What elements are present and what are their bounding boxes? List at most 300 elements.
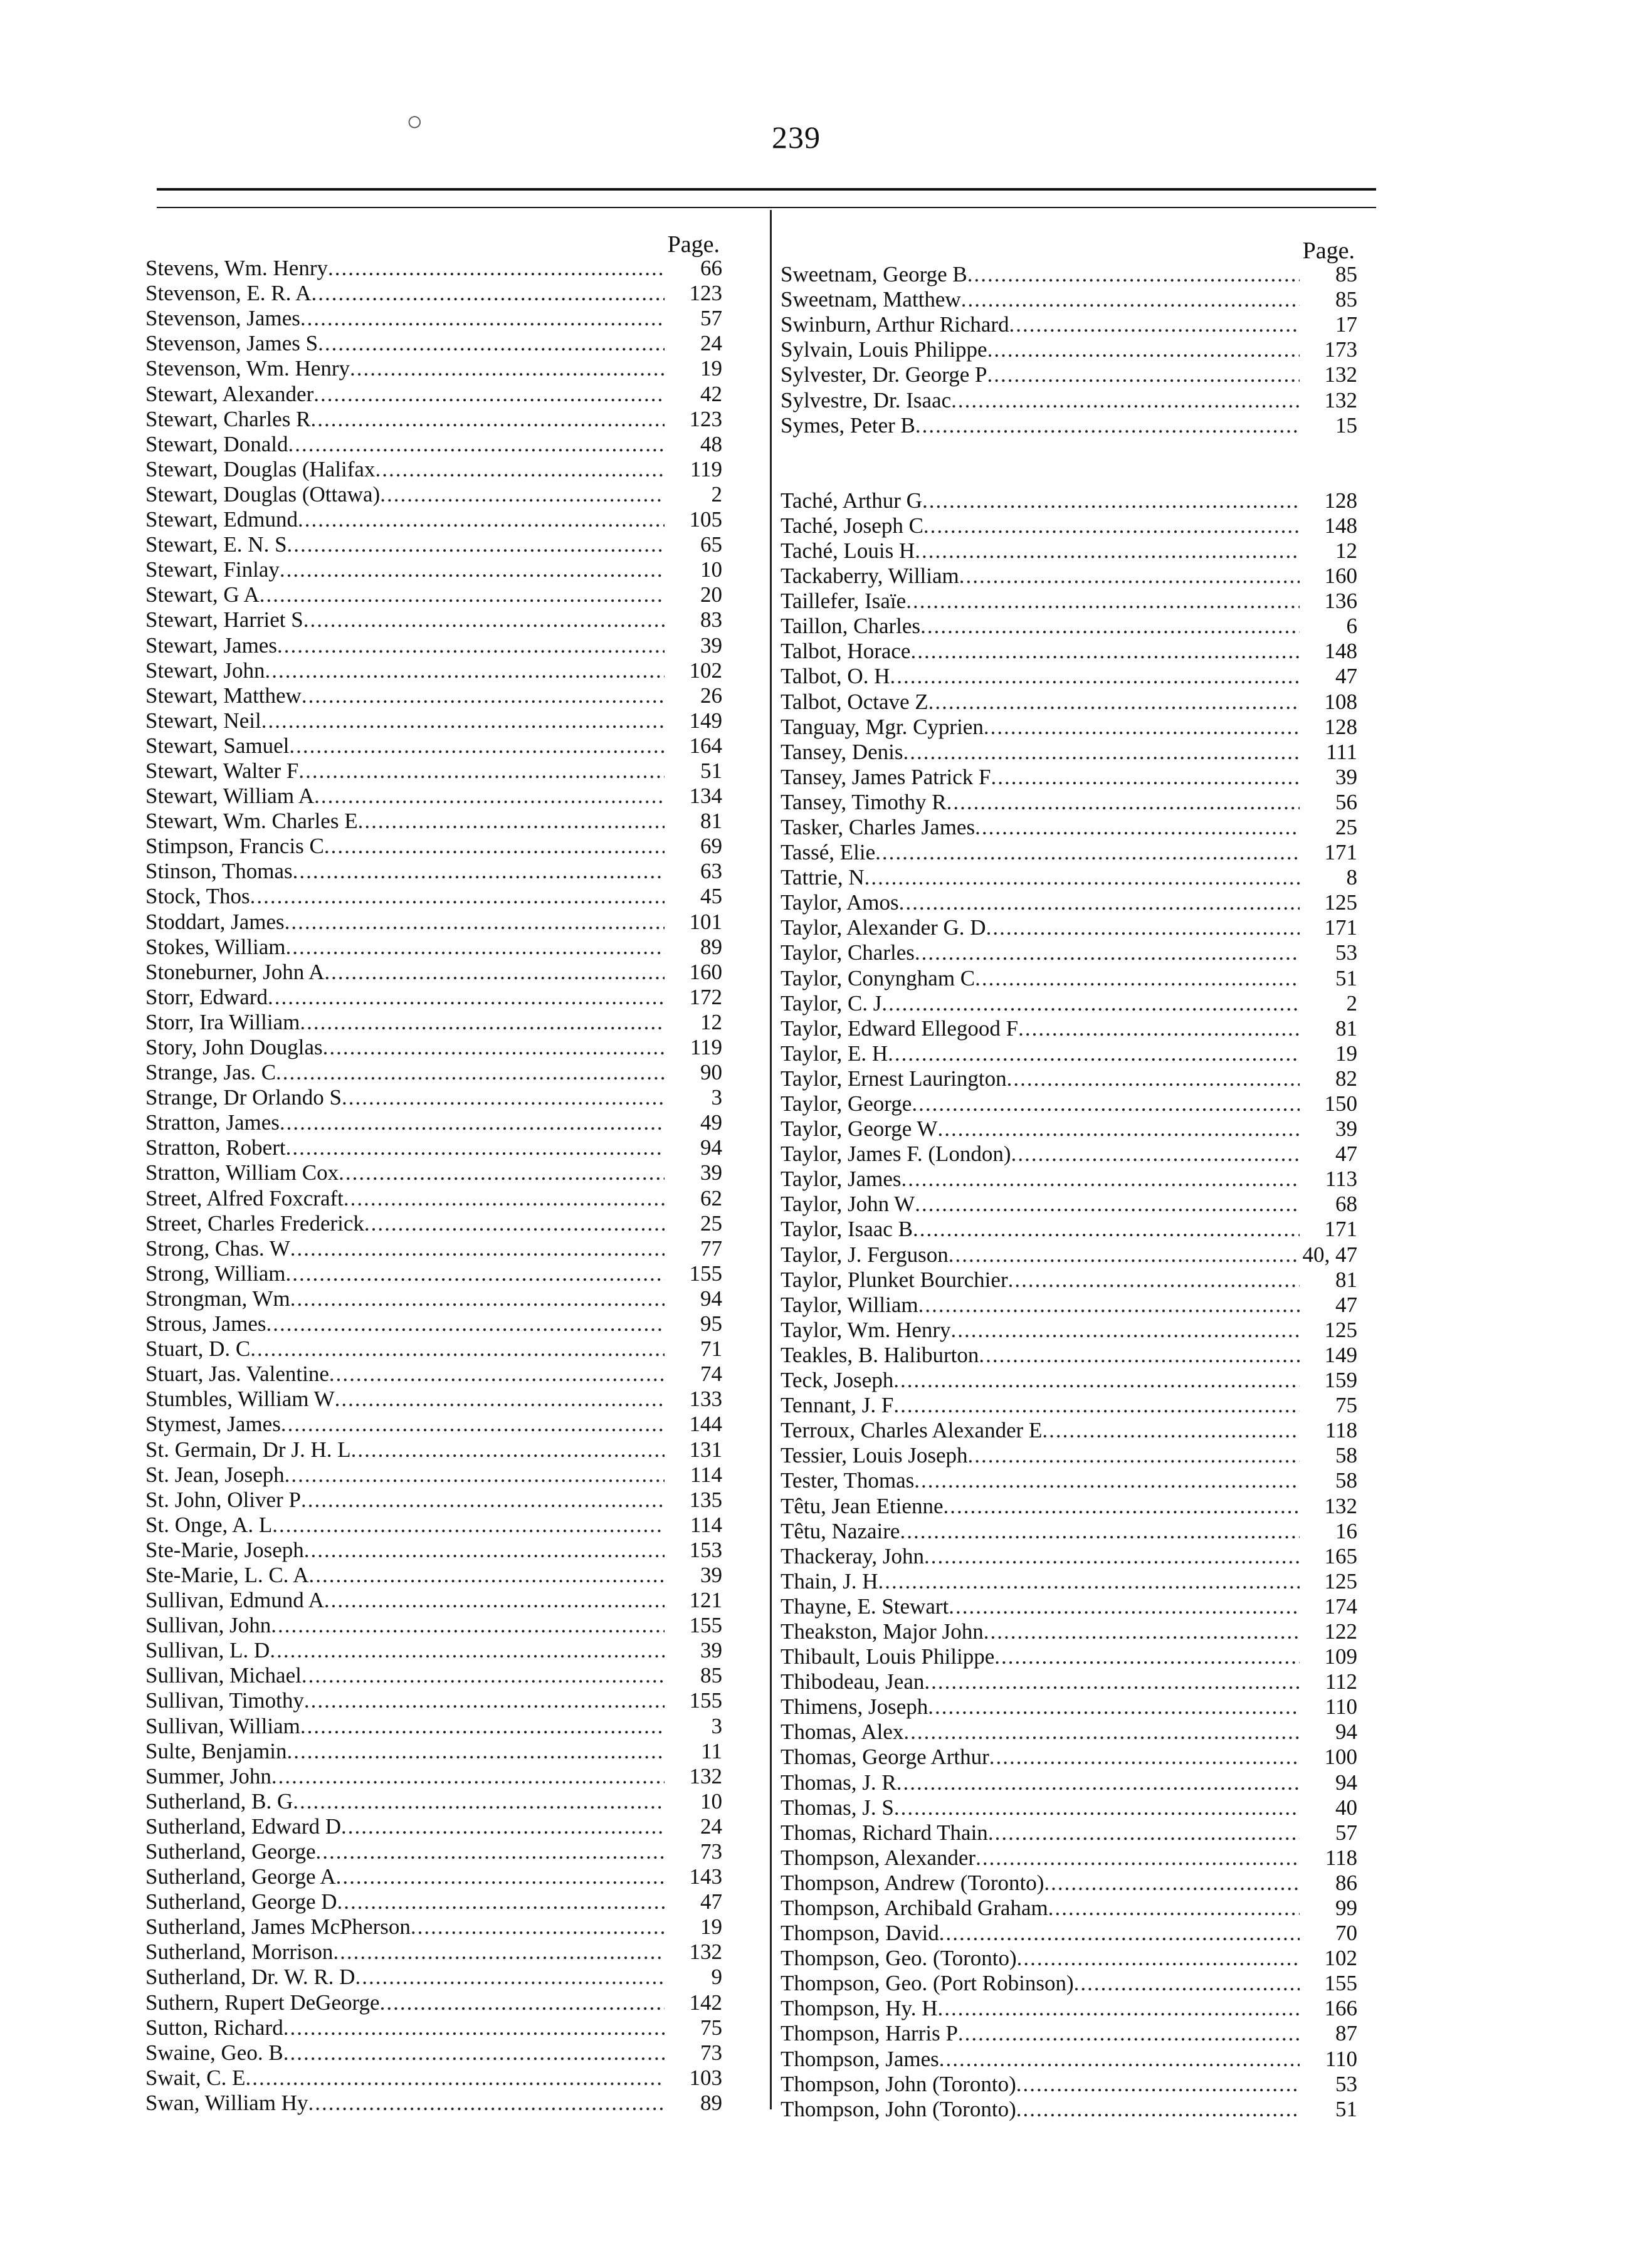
dot-leader bbox=[915, 1192, 1300, 1217]
entry-name: Swan, William Hy bbox=[145, 2090, 308, 2115]
entry-page-number: 136 bbox=[1324, 589, 1357, 614]
index-entry bbox=[781, 1719, 1357, 1745]
entry-page-number: 12 bbox=[1335, 538, 1357, 563]
index-entry bbox=[781, 2021, 1357, 2046]
entry-page-number: 68 bbox=[1335, 1192, 1357, 1217]
entry-name: Teakles, B. Haliburton bbox=[781, 1342, 979, 1367]
dot-leader bbox=[286, 1135, 665, 1160]
entry-page-number: 19 bbox=[700, 356, 722, 381]
entry-name: Taylor, William bbox=[781, 1292, 918, 1317]
dot-leader bbox=[290, 1236, 665, 1261]
entry-name: Sullivan, Edmund A bbox=[145, 1588, 324, 1613]
entry-name: Thomas, George Arthur bbox=[781, 1745, 989, 1770]
index-entry bbox=[145, 1688, 722, 1713]
dot-leader bbox=[915, 940, 1300, 965]
entry-page-number: 58 bbox=[1335, 1468, 1357, 1493]
dot-leader bbox=[313, 382, 665, 407]
dot-leader bbox=[308, 2091, 665, 2116]
entry-page-number: 113 bbox=[1325, 1167, 1357, 1192]
dot-leader bbox=[1008, 1268, 1300, 1293]
dot-leader bbox=[316, 1839, 665, 1864]
entry-name: Sutherland, Edward D bbox=[145, 1814, 342, 1839]
index-entry bbox=[145, 708, 722, 733]
index-entry bbox=[781, 740, 1357, 765]
index-entry bbox=[781, 1770, 1357, 1795]
entry-page-number: 171 bbox=[1324, 915, 1357, 940]
entry-name: Stewart, Harriet S bbox=[145, 607, 303, 633]
entry-name: St. John, Oliver P bbox=[145, 1487, 301, 1512]
index-entry bbox=[145, 1814, 722, 1839]
header-rule-thick bbox=[157, 188, 1376, 191]
index-entry bbox=[145, 909, 722, 934]
entry-page-number: 155 bbox=[1324, 1971, 1357, 1996]
index-entry bbox=[781, 337, 1357, 362]
dot-leader bbox=[280, 1110, 665, 1135]
entry-name: Taylor, Edward Ellegood F bbox=[781, 1016, 1019, 1041]
dot-leader bbox=[337, 1889, 665, 1914]
entry-page-number: 65 bbox=[700, 532, 722, 557]
entry-name: Sutherland, George A bbox=[145, 1864, 336, 1889]
entry-page-number: 108 bbox=[1324, 689, 1357, 714]
index-entry bbox=[781, 1896, 1357, 1921]
index-entry bbox=[145, 1362, 722, 1387]
index-entry bbox=[781, 1745, 1357, 1770]
entry-page-number: 173 bbox=[1324, 337, 1357, 362]
entry-name: Thomas, J. R bbox=[781, 1770, 897, 1795]
entry-name: Sutherland, George D bbox=[145, 1889, 337, 1914]
index-entry bbox=[145, 457, 722, 482]
entry-page-number: 85 bbox=[1335, 262, 1357, 287]
entry-name: Storr, Edward bbox=[145, 984, 268, 1009]
entry-name: Strongman, Wm bbox=[145, 1286, 290, 1311]
entry-page-number: 74 bbox=[700, 1362, 722, 1387]
index-entry bbox=[781, 1845, 1357, 1871]
entry-name: Stewart, William A bbox=[145, 784, 315, 809]
entry-page-number: 90 bbox=[700, 1060, 722, 1085]
entry-name: Stewart, G A bbox=[145, 582, 260, 607]
dot-leader bbox=[1016, 2097, 1300, 2122]
entry-name: Thompson, Archibald Graham bbox=[781, 1896, 1048, 1920]
dot-leader bbox=[289, 733, 665, 759]
dot-leader bbox=[336, 1864, 665, 1889]
dot-leader bbox=[923, 513, 1300, 538]
entry-page-number: 89 bbox=[700, 934, 722, 959]
entry-page-number: 101 bbox=[689, 909, 722, 934]
entry-name: Stewart, Donald bbox=[145, 431, 288, 456]
entry-name: Thompson, Hy. H bbox=[781, 1996, 938, 2021]
entry-page-number: 69 bbox=[700, 834, 722, 859]
index-entry bbox=[781, 1443, 1357, 1468]
index-entry bbox=[781, 715, 1357, 740]
dot-leader bbox=[915, 538, 1300, 564]
entry-name: Strous, James bbox=[145, 1311, 266, 1336]
dot-leader bbox=[903, 740, 1300, 765]
index-entry bbox=[145, 532, 722, 557]
dot-leader bbox=[918, 1293, 1300, 1318]
index-entry bbox=[145, 1513, 722, 1538]
entry-name: Stewart, John bbox=[145, 658, 265, 683]
entry-page-number: 8 bbox=[1346, 865, 1357, 890]
left-page-heading: Page. bbox=[667, 231, 720, 258]
index-entry bbox=[781, 362, 1357, 387]
entry-page-number: 77 bbox=[700, 1236, 722, 1261]
entry-page-number: 19 bbox=[1335, 1041, 1357, 1066]
entry-name: Taylor, George W bbox=[781, 1116, 938, 1142]
dot-leader bbox=[899, 890, 1300, 915]
index-entry bbox=[781, 513, 1357, 538]
entry-page-number: 6 bbox=[1346, 614, 1357, 639]
index-entry bbox=[781, 1393, 1357, 1418]
entry-page-number: 150 bbox=[1324, 1091, 1357, 1116]
index-entry bbox=[145, 1085, 722, 1110]
dot-leader bbox=[915, 413, 1300, 438]
dot-leader bbox=[328, 256, 665, 281]
dot-leader bbox=[1009, 312, 1300, 337]
index-entry bbox=[145, 1940, 722, 1965]
entry-page-number: 57 bbox=[1335, 1820, 1357, 1845]
entry-name: Stewart, Edmund bbox=[145, 507, 298, 532]
dot-leader bbox=[323, 1035, 665, 1060]
index-entry bbox=[145, 407, 722, 432]
index-entry bbox=[781, 1921, 1357, 1946]
dot-leader bbox=[875, 840, 1300, 865]
index-entry bbox=[781, 1820, 1357, 1845]
entry-name: Teck, Joseph bbox=[781, 1368, 894, 1393]
dot-leader bbox=[951, 388, 1300, 413]
index-entry bbox=[145, 1889, 722, 1914]
index-entry bbox=[781, 915, 1357, 940]
entry-name: Stewart, Douglas (Halifax bbox=[145, 456, 376, 481]
entry-name: Taylor, John W bbox=[781, 1192, 915, 1217]
entry-name: Swinburn, Arthur Richard bbox=[781, 312, 1009, 337]
entry-page-number: 45 bbox=[700, 884, 722, 909]
dot-leader bbox=[949, 1594, 1300, 1619]
entry-name: Tackaberry, William bbox=[781, 564, 959, 589]
entry-page-number: 119 bbox=[690, 456, 722, 481]
entry-name: Sutton, Richard bbox=[145, 2015, 283, 2040]
dot-leader bbox=[324, 960, 665, 985]
entry-name: Stewart, Matthew bbox=[145, 683, 302, 708]
entry-name: Sulte, Benjamin bbox=[145, 1738, 287, 1763]
entry-page-number: 85 bbox=[700, 1663, 722, 1688]
entry-name: Thomas, Alex bbox=[781, 1719, 904, 1745]
dot-leader bbox=[984, 715, 1300, 740]
index-entry bbox=[781, 1192, 1357, 1217]
index-entry bbox=[781, 1468, 1357, 1493]
entry-name: Thompson, John (Toronto) bbox=[781, 2071, 1016, 2096]
index-entry bbox=[145, 381, 722, 406]
dot-leader bbox=[281, 1412, 665, 1437]
entry-name: Stevenson, James S bbox=[145, 331, 318, 356]
index-entry bbox=[145, 1135, 722, 1160]
entry-page-number: 75 bbox=[1335, 1393, 1357, 1418]
ink-blot-mark: ○ bbox=[406, 106, 423, 137]
entry-page-number: 118 bbox=[1325, 1418, 1357, 1443]
index-entry bbox=[145, 1311, 722, 1336]
dot-leader bbox=[350, 356, 665, 381]
entry-name: Stoddart, James bbox=[145, 909, 285, 934]
entry-name: Stewart, E. N. S bbox=[145, 532, 287, 557]
index-entry bbox=[145, 1010, 722, 1035]
index-entry bbox=[145, 256, 722, 281]
dot-leader bbox=[878, 1569, 1300, 1594]
entry-page-number: 86 bbox=[1335, 1870, 1357, 1895]
index-entry bbox=[145, 960, 722, 985]
index-entry bbox=[781, 1066, 1357, 1091]
dot-leader bbox=[270, 1638, 665, 1663]
entry-page-number: 53 bbox=[1335, 2071, 1357, 2096]
entry-page-number: 42 bbox=[700, 381, 722, 406]
entry-page-number: 2 bbox=[1346, 990, 1357, 1016]
entry-name: Tassé, Elie bbox=[781, 840, 876, 865]
entry-name: Têtu, Jean Etienne bbox=[781, 1493, 944, 1518]
index-entry bbox=[145, 1336, 722, 1362]
entry-page-number: 174 bbox=[1324, 1593, 1357, 1619]
index-entry bbox=[145, 482, 722, 507]
entry-name: St. Jean, Joseph bbox=[145, 1462, 285, 1487]
entry-page-number: 12 bbox=[700, 1009, 722, 1034]
index-entry bbox=[145, 557, 722, 582]
index-entry bbox=[145, 1839, 722, 1864]
index-entry bbox=[781, 538, 1357, 564]
index-entry bbox=[145, 1914, 722, 1940]
entry-page-number: 10 bbox=[700, 557, 722, 582]
index-entry bbox=[781, 890, 1357, 915]
entry-page-number: 153 bbox=[689, 1537, 722, 1562]
entry-page-number: 144 bbox=[689, 1412, 722, 1437]
dot-leader bbox=[987, 337, 1300, 362]
entry-page-number: 47 bbox=[1335, 1142, 1357, 1167]
dot-leader bbox=[288, 432, 665, 457]
index-entry bbox=[145, 1613, 722, 1638]
dot-leader bbox=[914, 1468, 1300, 1493]
entry-page-number: 164 bbox=[689, 733, 722, 758]
entry-name: Stinson, Thomas bbox=[145, 859, 293, 884]
entry-page-number: 110 bbox=[1325, 2046, 1357, 2071]
entry-page-number: 135 bbox=[689, 1487, 722, 1512]
dot-leader bbox=[924, 1544, 1300, 1569]
dot-leader bbox=[271, 1613, 665, 1638]
index-entry bbox=[145, 2066, 722, 2091]
entry-page-number: 70 bbox=[1335, 1921, 1357, 1946]
dot-leader bbox=[303, 607, 665, 633]
entry-page-number: 10 bbox=[700, 1788, 722, 1814]
entry-page-number: 123 bbox=[689, 281, 722, 306]
entry-page-number: 131 bbox=[689, 1437, 722, 1462]
entry-page-number: 119 bbox=[690, 1035, 722, 1059]
index-entry bbox=[145, 834, 722, 859]
entry-page-number: 125 bbox=[1324, 890, 1357, 915]
entry-page-number: 132 bbox=[1324, 362, 1357, 387]
dot-leader bbox=[298, 507, 665, 532]
dot-leader bbox=[302, 683, 665, 708]
index-entry bbox=[781, 1116, 1357, 1142]
entry-name: Talbot, O. H bbox=[781, 664, 890, 689]
index-entry bbox=[781, 1418, 1357, 1443]
entry-page-number: 19 bbox=[700, 1914, 722, 1940]
entry-name: Talbot, Octave Z bbox=[781, 689, 928, 714]
index-entry bbox=[781, 2046, 1357, 2071]
entry-page-number: 73 bbox=[700, 1839, 722, 1864]
index-entry bbox=[145, 809, 722, 834]
dot-leader bbox=[890, 664, 1300, 689]
entry-name: Swaine, Geo. B bbox=[145, 2040, 283, 2065]
index-entry bbox=[781, 614, 1357, 639]
entry-page-number: 132 bbox=[1324, 1493, 1357, 1518]
index-entry bbox=[145, 1035, 722, 1060]
entry-page-number: 53 bbox=[1335, 940, 1357, 965]
entry-page-number: 81 bbox=[1335, 1016, 1357, 1041]
entry-name: Sullivan, Michael bbox=[145, 1663, 302, 1688]
index-entry bbox=[145, 1387, 722, 1412]
header-rule-thin bbox=[157, 207, 1376, 208]
dot-leader bbox=[994, 1644, 1300, 1669]
entry-page-number: 51 bbox=[1335, 2096, 1357, 2121]
dot-leader bbox=[380, 1990, 665, 2015]
dot-leader bbox=[261, 708, 665, 733]
dot-leader bbox=[318, 331, 665, 356]
entry-name: Thompson, Geo. (Toronto) bbox=[781, 1946, 1017, 1971]
entry-name: Taylor, C. J bbox=[781, 990, 882, 1016]
entry-name: Sullivan, John bbox=[145, 1613, 271, 1638]
index-entry bbox=[145, 683, 722, 708]
dot-leader bbox=[1044, 1871, 1300, 1896]
dot-leader bbox=[364, 1211, 665, 1236]
index-entry bbox=[781, 1268, 1357, 1293]
entry-name: Summer, John bbox=[145, 1763, 271, 1788]
dot-leader bbox=[277, 633, 665, 658]
dot-leader bbox=[375, 457, 665, 482]
entry-name: Têtu, Nazaire bbox=[781, 1518, 900, 1543]
entry-name: Sutherland, Dr. W. R. D bbox=[145, 1965, 355, 1990]
entry-page-number: 62 bbox=[700, 1185, 722, 1210]
index-entry bbox=[145, 1588, 722, 1613]
index-entry bbox=[145, 1160, 722, 1185]
entry-page-number: 171 bbox=[1324, 840, 1357, 865]
dot-leader bbox=[310, 407, 665, 432]
entry-name: Thibault, Louis Philippe bbox=[781, 1644, 995, 1669]
dot-leader bbox=[928, 1694, 1300, 1719]
entry-name: Sylvain, Louis Philippe bbox=[781, 337, 987, 362]
entry-page-number: 39 bbox=[1335, 1116, 1357, 1142]
entry-page-number: 3 bbox=[711, 1713, 722, 1738]
index-entry bbox=[781, 1167, 1357, 1192]
index-entry bbox=[145, 658, 722, 683]
entry-page-number: 71 bbox=[700, 1336, 722, 1362]
index-entry bbox=[781, 1619, 1357, 1644]
index-entry bbox=[781, 840, 1357, 865]
index-entry bbox=[781, 1217, 1357, 1242]
entry-name: Stratton, James bbox=[145, 1110, 280, 1135]
dot-leader bbox=[951, 1318, 1300, 1343]
entry-page-number: 122 bbox=[1324, 1619, 1357, 1644]
index-entry bbox=[145, 1663, 722, 1688]
entry-name: Stokes, William bbox=[145, 934, 286, 959]
entry-name: Street, Alfred Foxcraft bbox=[145, 1185, 344, 1210]
index-entry bbox=[781, 1946, 1357, 1971]
index-entry bbox=[145, 1488, 722, 1513]
dot-leader bbox=[939, 1921, 1300, 1946]
dot-leader bbox=[1016, 2072, 1300, 2097]
dot-leader bbox=[924, 1669, 1300, 1694]
entry-name: Sweetnam, Matthew bbox=[781, 287, 961, 312]
entry-page-number: 102 bbox=[1324, 1946, 1357, 1971]
entry-page-number: 16 bbox=[1335, 1518, 1357, 1543]
entry-page-number: 26 bbox=[700, 683, 722, 708]
dot-leader bbox=[283, 2040, 665, 2066]
index-entry bbox=[145, 884, 722, 909]
index-entry bbox=[145, 306, 722, 331]
dot-leader bbox=[300, 1714, 665, 1739]
dot-leader bbox=[1042, 1418, 1300, 1443]
index-entry bbox=[781, 1971, 1357, 1996]
entry-page-number: 128 bbox=[1324, 488, 1357, 513]
index-entry bbox=[781, 865, 1357, 890]
entry-name: Sullivan, L. D bbox=[145, 1638, 270, 1663]
entry-page-number: 40 bbox=[1335, 1795, 1357, 1820]
entry-name: Stewart, Wm. Charles E bbox=[145, 809, 358, 834]
dot-leader bbox=[335, 1387, 665, 1412]
entry-name: Taillon, Charles bbox=[781, 614, 921, 639]
index-entry bbox=[781, 413, 1357, 438]
entry-page-number: 25 bbox=[700, 1210, 722, 1236]
entry-page-number: 99 bbox=[1335, 1896, 1357, 1920]
entry-page-number: 51 bbox=[700, 758, 722, 783]
dot-leader bbox=[987, 362, 1300, 387]
entry-name: Taylor, J. Ferguson bbox=[781, 1242, 949, 1267]
right-page-heading: Page. bbox=[1302, 238, 1355, 264]
dot-leader bbox=[888, 1041, 1300, 1066]
index-entry bbox=[781, 1544, 1357, 1569]
entry-name: Talbot, Horace bbox=[781, 639, 911, 664]
entry-name: Stymest, James bbox=[145, 1412, 281, 1437]
entry-page-number: 105 bbox=[689, 507, 722, 532]
entry-name: Taylor, Ernest Laurington bbox=[781, 1066, 1007, 1091]
entry-page-number: 143 bbox=[689, 1864, 722, 1889]
entry-page-number: 114 bbox=[690, 1462, 722, 1487]
entry-page-number: 39 bbox=[700, 1638, 722, 1663]
entry-page-number: 102 bbox=[689, 658, 722, 683]
entry-name: Theakston, Major John bbox=[781, 1619, 984, 1644]
index-entry bbox=[781, 1795, 1357, 1820]
entry-page-number: 166 bbox=[1324, 1996, 1357, 2021]
entry-page-number: 160 bbox=[1324, 564, 1357, 589]
entry-name: Stewart, Samuel bbox=[145, 733, 290, 758]
index-entry bbox=[781, 790, 1357, 815]
dot-leader bbox=[922, 488, 1300, 513]
index-entry bbox=[781, 1041, 1357, 1066]
entry-name: Ste-Marie, Joseph bbox=[145, 1537, 304, 1562]
index-entry bbox=[145, 985, 722, 1010]
entry-name: Sutherland, Morrison bbox=[145, 1940, 334, 1965]
column-divider bbox=[770, 210, 772, 2109]
entry-page-number: 9 bbox=[711, 1965, 722, 1990]
dot-leader bbox=[301, 1488, 665, 1513]
dot-leader bbox=[947, 790, 1300, 815]
entry-name: Thomas, J. S bbox=[781, 1795, 894, 1820]
entry-page-number: 40, 47 bbox=[1302, 1242, 1357, 1267]
entry-name: Ste-Marie, L. C. A bbox=[145, 1562, 309, 1587]
entry-name: Terroux, Charles Alexander E bbox=[781, 1418, 1043, 1443]
entry-name: Stock, Thos bbox=[145, 884, 250, 909]
dot-leader bbox=[304, 1688, 665, 1713]
index-entry bbox=[145, 1110, 722, 1135]
dot-leader bbox=[311, 281, 665, 306]
dot-leader bbox=[894, 1795, 1300, 1820]
entry-page-number: 51 bbox=[1335, 965, 1357, 990]
entry-page-number: 109 bbox=[1324, 1644, 1357, 1669]
index-entry bbox=[145, 1638, 722, 1663]
